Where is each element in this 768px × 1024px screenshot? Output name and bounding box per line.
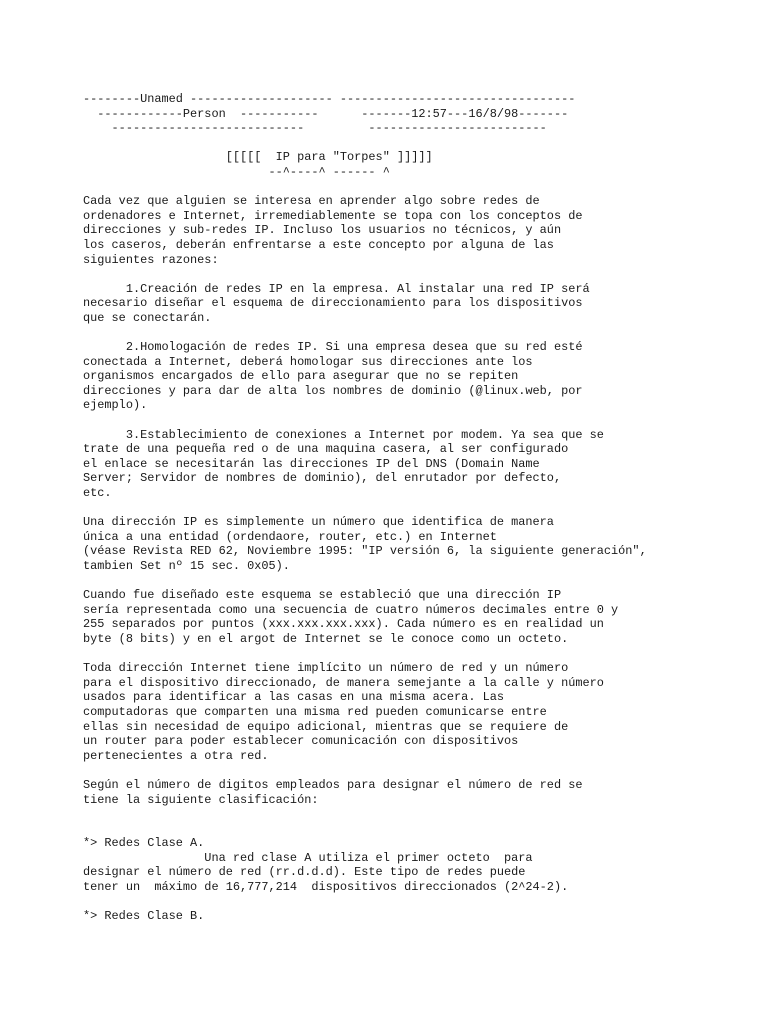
text-line: tiene la siguiente clasificación: (83, 792, 319, 807)
document-page (83, 92, 723, 924)
text-line: Según el número de digitos empleados para designar el número de red se (83, 777, 583, 792)
list-item-3: 3.Establecimiento de conexiones a Internet por modem. Ya sea que se (83, 427, 604, 442)
text-line: sería representada como una secuencia de cuatro números decimales entre 0 y (83, 602, 619, 617)
text-line: ellas sin necesidad de equipo adicional, mientras que se requiere de (83, 719, 569, 734)
blank-line (83, 574, 723, 589)
blank-line (83, 822, 723, 837)
text-line: pertenecientes a otra red. (83, 748, 269, 763)
text-line: siguientes razones: (83, 252, 219, 267)
blank-line (83, 501, 723, 516)
list-item-1: 1.Creación de redes IP en la empresa. Al instalar una red IP será (83, 281, 590, 296)
text-line: para el dispositivo direccionado, de manera semejante a la calle y número (83, 675, 604, 690)
text-line: direcciones y para dar de alta los nombres de dominio (@linux.web, por (83, 383, 583, 398)
text-line: organismos encargados de ello para asegurar que no se repiten (83, 369, 519, 384)
section-heading-class-a: *> Redes Clase A. (83, 836, 205, 851)
text-line: un router para poder establecer comunicación con dispositivos (83, 734, 519, 749)
blank-line (83, 180, 723, 195)
text-line: designar el número de red (rr.d.d.d). Este tipo de redes puede (83, 865, 526, 880)
text-line: Una red clase A utiliza el primer octeto para (83, 850, 533, 865)
text-line: Cada vez que alguien se interesa en aprender algo sobre redes de (83, 194, 540, 209)
text-line: ordenadores e Internet, irremediablemente se topa con los conceptos de (83, 208, 583, 223)
blank-line (83, 895, 723, 910)
blank-line (83, 413, 723, 428)
blank-line (83, 326, 723, 341)
text-line: el enlace se necesitarán las direcciones IP del DNS (Domain Name (83, 456, 540, 471)
title-underline: --^----^ ------ ^ (83, 164, 390, 179)
blank-line (83, 647, 723, 662)
document-title: [[[[[ IP para "Torpes" ]]]]] (83, 150, 433, 165)
text-line: necesario diseñar el esquema de direccionamiento para los dispositivos (83, 296, 583, 311)
text-line: Server; Servidor de nombres de dominio), del enrutador por defecto, (83, 471, 562, 486)
text-line: tener un máximo de 16,777,214 dispositivos direccionados (2^24-2). (83, 880, 569, 895)
text-line: 255 separados por puntos (xxx.xxx.xxx.xxx). Cada número es en realidad un (83, 617, 604, 632)
header-author-date-line: ------------Person ----------- -------12:57---16/8/98------- (83, 106, 569, 121)
text-line: tambien Set nº 15 sec. 0x05). (83, 559, 290, 573)
blank-line (83, 267, 723, 282)
header-title-line: --------Unamed -------------------- --------------------------------- (83, 92, 576, 106)
text-line: (véase Revista RED 62, Noviembre 1995: "IP versión 6, la siguiente generación", (83, 544, 647, 559)
text-line: Toda dirección Internet tiene implícito un número de red y un número (83, 661, 569, 676)
blank-line (83, 807, 723, 822)
header-rule-line: --------------------------- ------------------------- (83, 121, 547, 136)
text-line: Cuando fue diseñado este esquema se estableció que una dirección IP (83, 588, 562, 603)
text-line: los caseros, deberán enfrentarse a este concepto por alguna de las (83, 237, 554, 252)
text-line: conectada a Internet, deberá homologar sus direcciones ante los (83, 354, 533, 369)
section-heading-class-b: *> Redes Clase B. (83, 909, 205, 924)
text-line: trate de una pequeña red o de una maquina casera, al ser configurado (83, 442, 569, 457)
text-line: computadoras que comparten una misma red pueden comunicarse entre (83, 704, 547, 719)
text-line: ejemplo). (83, 398, 148, 413)
text-line: que se conectarán. (83, 310, 212, 325)
text-line: direcciones y sub-redes IP. Incluso los usuarios no técnicos, y aún (83, 223, 562, 238)
list-item-2: 2.Homologación de redes IP. Si una empresa desea que su red esté (83, 340, 583, 355)
blank-line (83, 763, 723, 778)
text-line: etc. (83, 486, 112, 501)
text-line: byte (8 bits) y en el argot de Internet se le conoce como un octeto. (83, 631, 569, 646)
text-line: usados para identificar a las casas en una misma acera. Las (83, 690, 504, 705)
text-line: Una dirección IP es simplemente un número que identifica de manera (83, 515, 554, 530)
text-line: única a una entidad (ordendaore, router, etc.) en Internet (83, 529, 497, 544)
blank-line (83, 136, 723, 151)
